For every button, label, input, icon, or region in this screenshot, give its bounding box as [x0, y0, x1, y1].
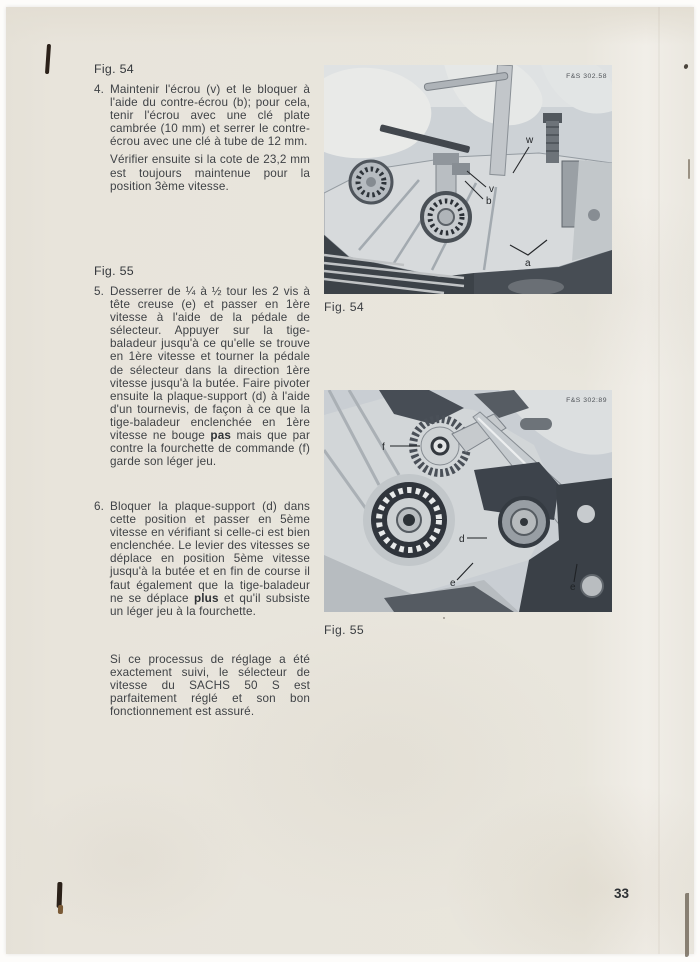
step-6-paragraph: Bloquer la plaque-support (d) dans cette position et passer en 5ème vitesse en vérifiant si celle-ci est bien enclenchée. Le levier des vitesses se déplace en position 5ème vitesse jusqu'à la butée et en fin de course il faut également que la tige-baladeur ne se déplace plus et qu'il subsiste un léger jeu à la fourchette.: [110, 500, 310, 618]
step-4-paragraph-2: Vérifier ensuite si la cote de 23,2 mm est toujours maintenue pour la position 3ème vitesse.: [110, 153, 310, 193]
figure-55-caption: Fig. 55: [324, 623, 365, 637]
fig55-heading: Fig. 55: [94, 264, 134, 278]
step-5-paragraph: Desserrer de ¼ à ½ tour les 2 vis à tête creuse (e) et passer en 1ère vitesse à l'aide de la pédale de sélecteur. Appuyer sur la tige-baladeur jusqu'à ce qu'elle se trouve en 1ère vitesse et tourner la pédale de sélecteur dans la direction 1ère vitesse jusqu'à la butée. Faire pivoter ensuite la plaque-support (d) à l'aide d'un tournevis, de façon à ce que la tige-baladeur enclenchée en 1ère vitesse ne bouge pas mais que par contre la fourchette de commande (f) garde son léger jeu.: [110, 285, 310, 469]
label-f: f: [382, 442, 385, 453]
step-5-number: 5.: [94, 285, 105, 298]
label-w: w: [526, 135, 534, 146]
edge-artifact: [688, 159, 690, 179]
closing-paragraph: Si ce processus de réglage a été exactement suivi, le sélecteur de vitesse du SACHS 50 S est parfaitement réglé et son bon fonctionnement est assuré.: [110, 653, 310, 719]
figure-54-caption: Fig. 54: [324, 300, 365, 314]
bearing-left: [350, 161, 392, 203]
photo-reference-number: F&S 302:89: [566, 397, 607, 404]
label-e-right: e: [570, 582, 576, 593]
binding-ink-mark-bottom-tail: [58, 905, 63, 914]
ink-speck: [443, 617, 445, 619]
step-5: [94, 285, 310, 468]
main-ball-bearing: [363, 474, 455, 566]
page-crease: [658, 7, 660, 954]
label-e-left: e: [450, 578, 456, 589]
step-4: [94, 83, 310, 193]
label-v: v: [489, 184, 494, 195]
ink-speck: [683, 63, 689, 69]
step-6: [94, 500, 310, 618]
paper-sheet: [6, 7, 694, 954]
photo-reference-number: F&S 302.58: [566, 73, 607, 80]
label-b: b: [486, 196, 492, 207]
binding-ink-mark-top: [45, 44, 51, 74]
figure-54-photo: [324, 65, 612, 294]
step-6-number: 6.: [94, 500, 105, 513]
engine-top-view-illustration: [324, 65, 612, 294]
label-a: a: [525, 258, 531, 269]
figure-55-photo: [324, 390, 612, 612]
page-number: 33: [614, 886, 630, 901]
fig54-heading: Fig. 54: [94, 62, 134, 76]
gearbox-side-view-illustration: [324, 390, 612, 612]
step-4-paragraph-1: Maintenir l'écrou (v) et le bloquer à l'aide du contre-écrou (b); pour cela, tenir l'écrou avec une clé plate cambrée (10 mm) et serrer le contre-écrou avec une clé à tube de 12 mm.: [110, 83, 310, 149]
torn-edge: [685, 893, 689, 957]
label-d: d: [459, 534, 465, 545]
step-4-number: 4.: [94, 83, 105, 96]
